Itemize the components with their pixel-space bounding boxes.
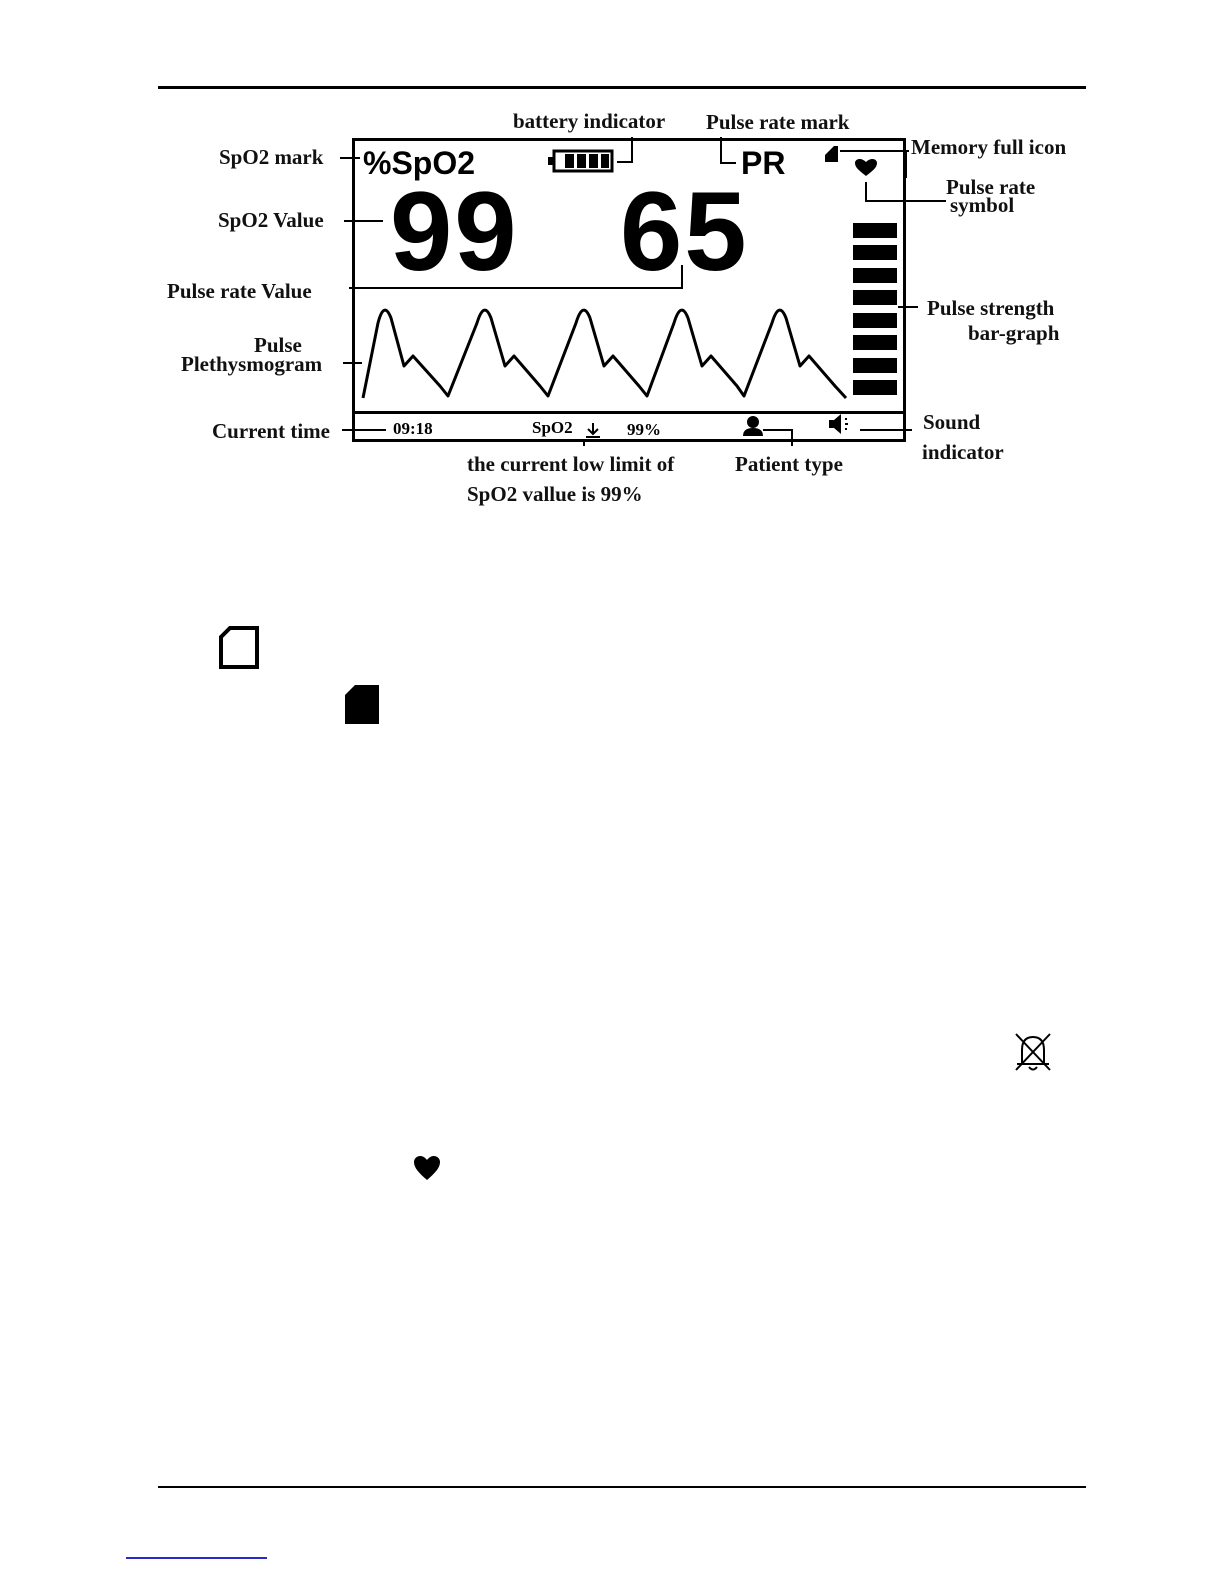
label-battery-indicator: battery indicator bbox=[513, 109, 666, 133]
pulse-rate-value: 65 bbox=[620, 169, 749, 294]
label-pulse: Pulse bbox=[254, 333, 302, 357]
plethysmogram-wave bbox=[363, 310, 846, 398]
label-pulse-strength-line2: bar-graph bbox=[968, 321, 1060, 345]
label-sound-indicator: indicator bbox=[922, 440, 1004, 464]
status-spo2-label: SpO2 bbox=[532, 418, 573, 437]
current-time: 09:18 bbox=[393, 419, 433, 438]
spo2-mark: %SpO2 bbox=[363, 145, 476, 181]
memory-empty-icon bbox=[221, 628, 257, 667]
spo2-value: 99 bbox=[390, 169, 519, 294]
label-memory-full-icon: Memory full icon bbox=[911, 135, 1067, 159]
label-patient-type: Patient type bbox=[735, 452, 843, 476]
label-plethysmogram: Plethysmogram bbox=[181, 352, 323, 376]
label-current-time: Current time bbox=[212, 419, 330, 443]
label-pulse-rate-symbol-line2: symbol bbox=[950, 193, 1015, 217]
label-pulse-strength: Pulse strength bbox=[927, 296, 1055, 320]
label-low-limit-line2: SpO2 vallue is 99% bbox=[467, 482, 643, 506]
memory-full-icon-large bbox=[345, 685, 379, 724]
down-arrow-icon bbox=[586, 423, 600, 437]
low-limit-value: 99% bbox=[627, 420, 661, 439]
label-sound: Sound bbox=[923, 410, 981, 434]
label-pulse-rate-symbol: Pulse rate bbox=[946, 175, 1036, 199]
heart-icon bbox=[855, 159, 877, 176]
alarm-silenced-icon bbox=[1016, 1034, 1050, 1070]
leader-lines bbox=[340, 137, 946, 446]
label-pulse-rate-value: Pulse rate Value bbox=[167, 279, 312, 303]
speaker-icon bbox=[829, 414, 848, 434]
patient-icon bbox=[743, 416, 763, 436]
memory-full-icon bbox=[825, 146, 838, 162]
label-spo2-value: SpO2 Value bbox=[218, 208, 324, 232]
label-spo2-mark: SpO2 mark bbox=[219, 145, 324, 169]
label-low-limit: the current low limit of bbox=[467, 452, 675, 476]
footer-rule bbox=[158, 1486, 1086, 1488]
battery-icon bbox=[548, 151, 612, 171]
pr-mark: PR bbox=[741, 145, 786, 181]
heart-icon-large bbox=[414, 1156, 440, 1180]
footer-link-underline bbox=[126, 1557, 267, 1559]
label-pulse-rate-mark: Pulse rate mark bbox=[706, 110, 850, 134]
